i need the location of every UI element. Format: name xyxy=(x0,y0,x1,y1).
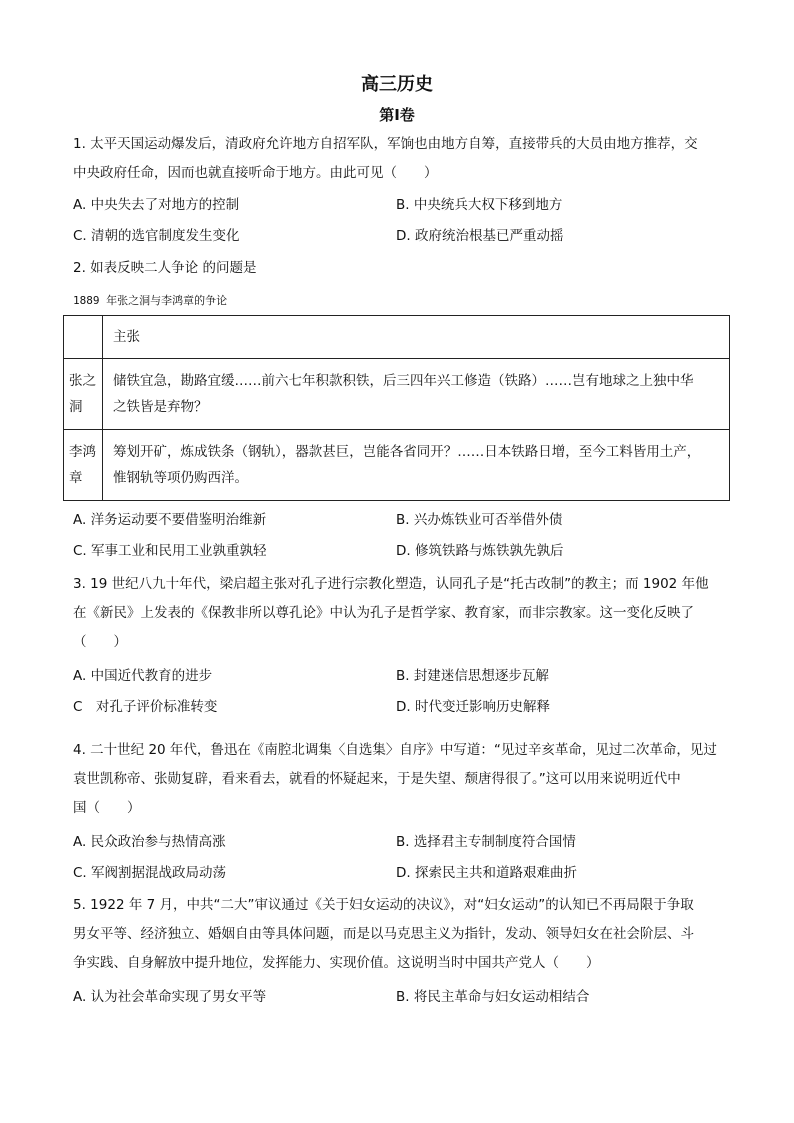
q5-stem-line-3: 争实践、自身解放中提升地位，发挥能力、实现价值。这说明当时中国共产党人（ ） xyxy=(73,955,600,971)
q3-option-a: A. 中国近代教育的进步 xyxy=(73,668,213,684)
table-claim-line-2: 之铁皆是弃物？ xyxy=(113,399,208,415)
q4-stem-line-1: 4. 二十世纪 20 年代，鲁迅在《南腔北调集〈自选集〉自序》中写道：“见过辛亥革命，见过二次革命，见过 xyxy=(73,742,717,758)
table-claim-line-2: 惟钢轨等项仍购西洋。 xyxy=(113,470,248,486)
q2-debate-table xyxy=(63,315,730,501)
table-claim-line-1: 筹划开矿，炼成铁条（钢轨），器款甚巨，岂能各省同开？……日本铁路日增，至今工料皆用土产， xyxy=(113,444,701,460)
table-row xyxy=(64,359,730,430)
page-title: 高三历史 xyxy=(361,74,433,95)
q3-option-c: C 对孔子评价标准转变 xyxy=(73,699,218,715)
q1-option-b: B. 中央统兵大权下移到地方 xyxy=(396,197,563,213)
q5-option-a: A. 认为社会革命实现了男女平等 xyxy=(73,989,267,1005)
table-claim-cell xyxy=(103,359,730,430)
table-header-empty-cell xyxy=(64,316,103,359)
table-person-cell: 李鸿章 xyxy=(64,430,103,501)
q2-option-a: A. 洋务运动要不要借鉴明治维新 xyxy=(73,512,267,528)
table-header-cell: 主张 xyxy=(103,316,730,359)
section-title: 第I卷 xyxy=(379,106,415,124)
q3-option-b: B. 封建迷信思想逐步瓦解 xyxy=(396,668,549,684)
q5-option-b: B. 将民主革命与妇女运动相结合 xyxy=(396,989,590,1005)
q1-stem-line-1: 1. 太平天国运动爆发后，清政府允许地方自招军队，军饷也由地方自筹，直接带兵的大员由地方推荐，交 xyxy=(73,136,698,152)
q2-table-caption: 1889 年张之洞与李鸿章的争论 xyxy=(73,294,228,307)
q3-stem-line-2: 在《新民》上发表的《保教非所以尊孔论》中认为孔子是哲学家、教育家，而非宗教家。这一变化反映了 xyxy=(73,605,694,621)
q4-option-a: A. 民众政治参与热情高涨 xyxy=(73,834,226,850)
q4-stem-line-2: 袁世凯称帝、张勋复辟，看来看去，就看的怀疑起来，于是失望、颓唐得很了。”这可以用来说明近代中 xyxy=(73,771,681,787)
q2-option-b: B. 兴办炼铁业可否举借外债 xyxy=(396,512,563,528)
q1-stem-line-2: 中央政府任命，因而也就直接听命于地方。由此可见（ ） xyxy=(73,165,438,181)
q1-option-d: D. 政府统治根基已严重动摇 xyxy=(396,228,564,244)
q2-option-d: D. 修筑铁路与炼铁孰先孰后 xyxy=(396,543,564,559)
table-claim-cell xyxy=(103,430,730,501)
q3-stem-line-1: 3. 19 世纪八九十年代，梁启超主张对孔子进行宗教化塑造，认同孔子是“托古改制”的教主；而 1902 年他 xyxy=(73,576,709,592)
q2-stem: 2. 如表反映二人争论 的问题是 xyxy=(73,260,257,276)
table-claim-line-1: 储铁宜急，勘路宜缓……前六七年积款积铁，后三四年兴工修造（铁路）……岂有地球之上独中华 xyxy=(113,373,694,389)
q2-option-c: C. 军事工业和民用工业孰重孰轻 xyxy=(73,543,267,559)
q3-option-d: D. 时代变迁影响历史解释 xyxy=(396,699,550,715)
q1-option-c: C. 清朝的选官制度发生变化 xyxy=(73,228,240,244)
q4-stem-line-3: 国（ ） xyxy=(73,800,141,816)
q1-option-a: A. 中央失去了对地方的控制 xyxy=(73,197,240,213)
q5-stem-line-2: 男女平等、经济独立、婚姻自由等具体问题，而是以马克思主义为指针，发动、领导妇女在社会阶层、斗 xyxy=(73,926,694,942)
table-header-row xyxy=(64,316,730,359)
table-person-cell: 张之洞 xyxy=(64,359,103,430)
q5-stem-line-1: 5. 1922 年 7 月，中共“二大”审议通过《关于妇女运动的决议》，对“妇女运动”的认知已不再局限于争取 xyxy=(73,897,694,913)
table-row xyxy=(64,430,730,501)
q3-stem-line-3: （ ） xyxy=(73,634,127,650)
q4-option-c: C. 军阀割据混战政局动荡 xyxy=(73,865,227,881)
q4-option-b: B. 选择君主专制制度符合国情 xyxy=(396,834,576,850)
q4-option-d: D. 探索民主共和道路艰难曲折 xyxy=(396,865,577,881)
